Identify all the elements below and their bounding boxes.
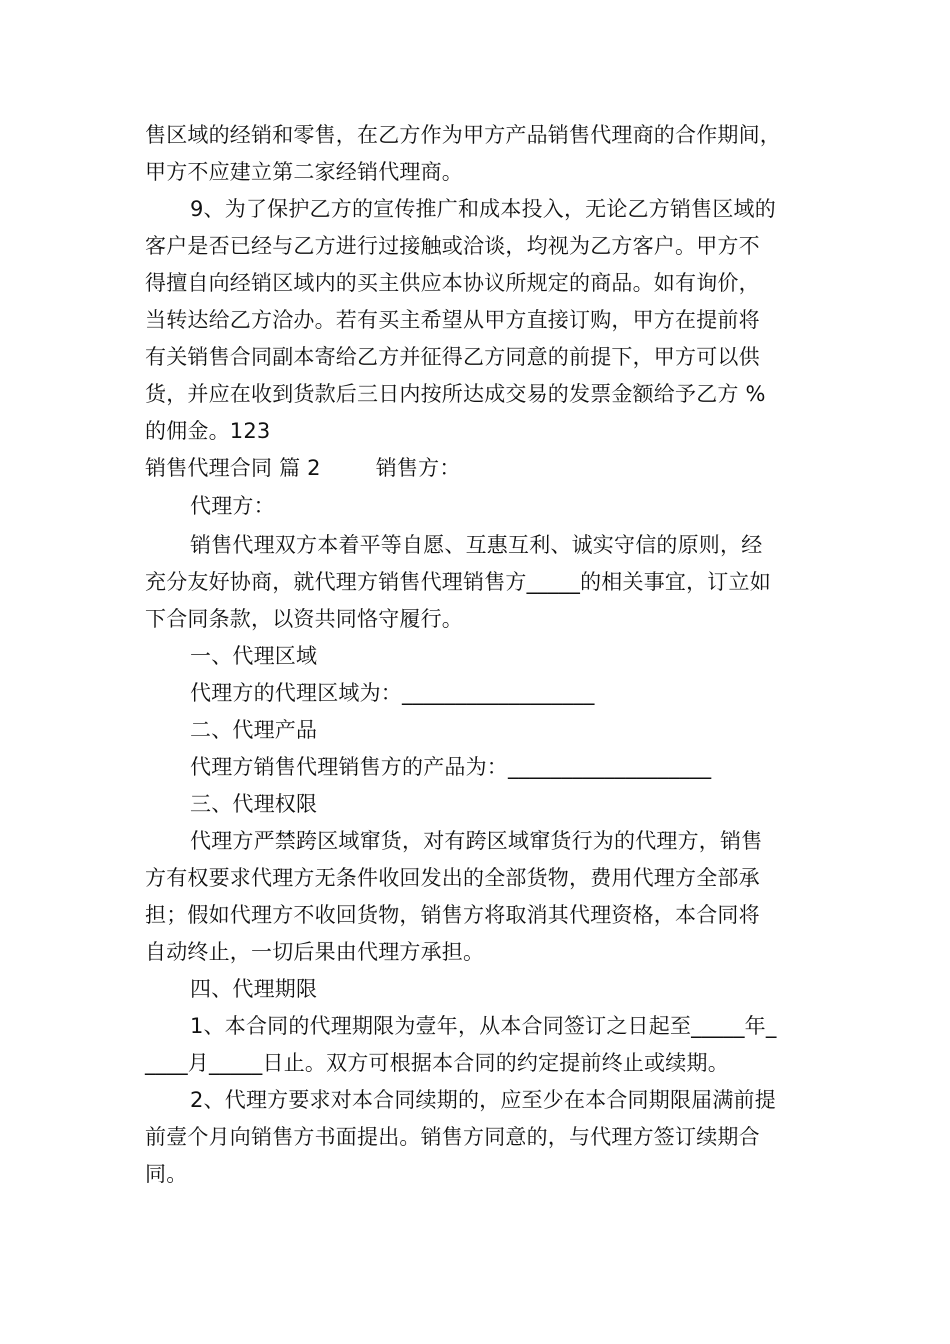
text-line: 得擅自向经销区域内的买主供应本协议所规定的商品。如有询价， xyxy=(145,271,760,295)
text-line: 当转达给乙方洽办。若有买主希望从甲方直接订购，甲方在提前将 xyxy=(145,308,760,332)
text-line: 甲方不应建立第二家经销代理商。 xyxy=(145,160,463,184)
text-line: 货，并应在收到货款后三日内按所达成交易的发票金额给予乙方 % xyxy=(145,382,766,406)
section-heading: 销售代理合同 篇 2 销售方： xyxy=(145,456,461,480)
text-line: 自动终止，一切后果由代理方承担。 xyxy=(145,940,485,964)
text-line: 9、为了保护乙方的宣传推广和成本投入，无论乙方销售区域的 xyxy=(190,197,776,221)
clause-heading: 二、代理产品 xyxy=(190,718,318,742)
text-line: 售区域的经销和零售，在乙方作为甲方产品销售代理商的合作期间， xyxy=(145,123,781,147)
text-line: 下合同条款，以资共同恪守履行。 xyxy=(145,607,463,631)
clause-heading: 一、代理区域 xyxy=(190,644,318,668)
text-line: 销售代理双方本着平等自愿、互惠互利、诚实守信的原则，经 xyxy=(190,533,763,557)
clause-heading: 三、代理权限 xyxy=(190,792,318,816)
text-line: 1、本合同的代理期限为壹年，从本合同签订之日起至_____年_ xyxy=(190,1014,777,1038)
text-line: 担；假如代理方不收回货物，销售方将取消其代理资格，本合同将 xyxy=(145,903,760,927)
text-line: ____月_____日止。双方可根据本合同的约定提前终止或续期。 xyxy=(145,1051,729,1075)
text-line: 方有权要求代理方无条件收回发出的全部货物，费用代理方全部承 xyxy=(145,866,760,890)
text-line: 客户是否已经与乙方进行过接触或洽谈，均视为乙方客户。甲方不 xyxy=(145,234,760,258)
text-line: 同。 xyxy=(145,1162,188,1186)
text-line: 前壹个月向销售方书面提出。销售方同意的，与代理方签订续期合 xyxy=(145,1125,760,1149)
text-line: 有关销售合同副本寄给乙方并征得乙方同意的前提下，甲方可以供 xyxy=(145,345,760,369)
text-line: 的佣金。123 xyxy=(145,419,271,443)
text-line: 代理方严禁跨区域窜货，对有跨区域窜货行为的代理方，销售 xyxy=(190,829,763,853)
text-line: 代理方： xyxy=(190,494,275,518)
clause-heading: 四、代理期限 xyxy=(190,977,318,1001)
text-line: 2、代理方要求对本合同续期的，应至少在本合同期限届满前提 xyxy=(190,1088,776,1112)
text-line: 代理方的代理区域为：__________________ xyxy=(190,681,595,705)
text-line: 代理方销售代理销售方的产品为：___________________ xyxy=(190,755,712,779)
text-line: 充分友好协商，就代理方销售代理销售方_____的相关事宜，订立如 xyxy=(145,570,771,594)
